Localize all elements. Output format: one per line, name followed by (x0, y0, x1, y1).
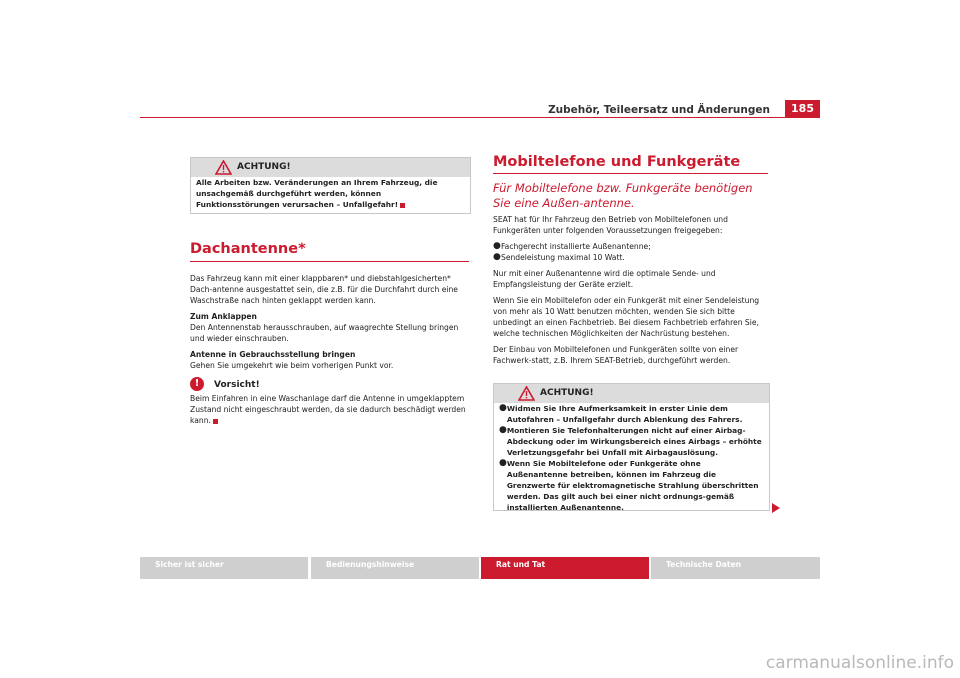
warning-header (191, 158, 470, 177)
heading-dachantenne: Dachantenne* (190, 241, 306, 257)
paragraph-fachbetrieb: Wenn Sie ein Mobiltelefon oder ein Funkgerät mit einer Sendeleistung von mehr als 10 Watt benutzen möchten, wenden Sie sich bitte unbedingt an einen Fachbetrieb. Bei diesem Fachbetrieb erfahren Sie, welche technischen Möglichkeiten der Nachrüstung bestehen. (493, 296, 760, 338)
heading-mobiltelefone: Mobiltelefone und Funkgeräte (493, 154, 741, 170)
list-item-text: Widmen Sie Ihre Aufmerksamkeit in erster Linie dem Autofahren – Unfallgefahr durch Ablenkung des Fahrers. (506, 404, 743, 424)
left-column-text (190, 273, 471, 431)
intro-paragraph: Das Fahrzeug kann mit einer klappbaren* und diebstahlgesicherten* Dach-antenne ausgestattet sein, die z.B. für die Durchfahrt durch eine Waschstraße nach hinten geklappt werden kann. (190, 274, 458, 305)
paragraph-intro: SEAT hat für Ihr Fahrzeug den Betrieb von Mobiltelefonen und Funkgeräten unter folgenden Voraussetzungen freigegeben: (493, 215, 728, 235)
list-item-text: Montieren Sie Telefonhalterungen nicht auf einer Airbag-Abdeckung oder im Wirkungsbereich eines Airbags – erhöhte Verletzungsgefahr bei Unfall mit Airbagauslösung. (506, 426, 762, 457)
warning-triangle-icon (518, 386, 535, 401)
paragraph-gebrauchsstellung: Gehen Sie umgekehrt wie beim vorherigen Punkt vor. (190, 361, 394, 370)
warning-body (494, 403, 769, 516)
list-item-text: Sendeleistung maximal 10 Watt. (501, 253, 625, 262)
right-column-text (493, 214, 775, 371)
warning-label: ACHTUNG! (540, 388, 594, 398)
warning-text: Alle Arbeiten bzw. Veränderungen an Ihrem Fahrzeug, die unsachgemäß durchgeführt werden, können Funktionsstörungen verursachen – Unfallgefahr! (196, 178, 438, 209)
caution-label: Vorsicht! (214, 380, 260, 390)
header-rule (140, 117, 820, 118)
nav-tab-rat-und-tat[interactable] (481, 557, 649, 579)
nav-tab-bedienung[interactable] (311, 557, 479, 579)
bullet-icon: ● (499, 425, 507, 435)
bullet-icon: ● (499, 403, 507, 413)
paragraph-antenna: Nur mit einer Außenantenne wird die optimale Sende- und Empfangsleistung der Geräte erzielt. (493, 269, 716, 289)
warning-label: ACHTUNG! (237, 162, 291, 172)
list-item (493, 252, 775, 263)
heading-rule (493, 173, 768, 174)
next-page-arrow-icon[interactable] (772, 503, 780, 513)
warning-triangle-icon (215, 160, 232, 175)
heading-rule (190, 261, 469, 262)
end-mark-icon (400, 203, 405, 208)
bullet-icon: ● (493, 252, 501, 262)
nav-tab-label: Rat und Tat (496, 560, 546, 569)
section-subheading: Für Mobiltelefone bzw. Funkgeräte benötigen Sie eine Außen-antenne. (493, 181, 753, 210)
caution-text: Beim Einfahren in eine Waschanlage darf die Antenne in umgeklapptem Zustand nicht eingeschraubt werden, da sie dadurch beschädigt werden kann. (190, 394, 466, 425)
bullet-icon: ● (499, 458, 507, 468)
bullet-icon: ● (493, 241, 501, 251)
nav-tab-technische-daten[interactable] (651, 557, 820, 579)
list-item (499, 425, 764, 458)
subheading-anklappen: Zum Anklappen (190, 312, 257, 321)
list-item (499, 458, 764, 513)
caution-header (190, 377, 471, 393)
section-title: Zubehör, Teileersatz und Änderungen (548, 104, 770, 116)
nav-tab-label: Sicher ist sicher (155, 560, 224, 569)
nav-tab-label: Technische Daten (666, 560, 742, 569)
warning-header (494, 384, 769, 403)
watermark: carmanualsonline.info (765, 653, 954, 673)
end-mark-icon (213, 419, 218, 424)
list-item-text: Wenn Sie Mobiltelefone oder Funkgeräte ohne Außenantenne betreiben, können im Fahrzeug die Grenzwerte für elektromagnetische Strahlung überschritten werden. Das gilt auch bei einer nicht ordnungs-gemäß installierten Außenantenne. (506, 459, 759, 512)
list-item-text: Fachgerecht installierte Außenantenne; (501, 242, 651, 251)
warning-box (190, 157, 471, 214)
subheading-gebrauchsstellung: Antenne in Gebrauchsstellung bringen (190, 350, 356, 359)
caution-icon: ! (190, 377, 204, 391)
paragraph-einbau: Der Einbau von Mobiltelefonen und Funkgeräten sollte von einer Fachwerk-statt, z.B. Ihrem SEAT-Betrieb, durchgeführt werden. (493, 345, 739, 365)
list-item (493, 241, 775, 252)
list-item (499, 403, 764, 425)
warning-box-mobile (493, 383, 770, 511)
paragraph-anklappen: Den Antennenstab herausschrauben, auf waagrechte Stellung bringen und wieder einschrauben. (190, 323, 459, 343)
page-number: 185 (785, 100, 820, 118)
warning-body (191, 177, 470, 213)
nav-tab-label: Bedienungshinweise (326, 560, 415, 569)
nav-tab-sicher[interactable] (140, 557, 308, 579)
